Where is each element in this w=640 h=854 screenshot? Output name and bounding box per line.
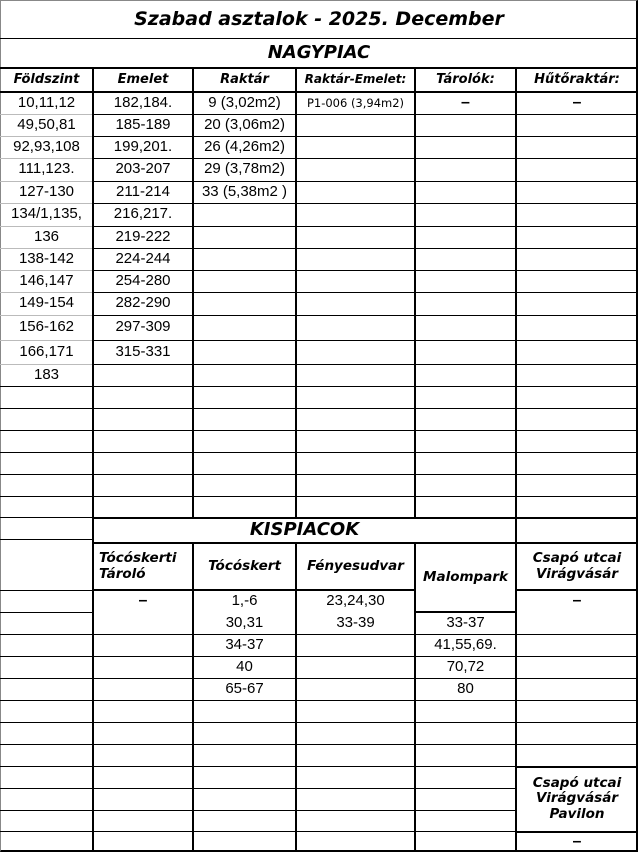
grid-line xyxy=(415,722,516,723)
section-title-nagypiac: NAGYPIAC xyxy=(267,42,371,64)
grid-line xyxy=(93,744,415,745)
grid-line xyxy=(93,408,638,409)
grid-line xyxy=(0,634,93,635)
emelet-cell: 203-207 xyxy=(115,160,171,178)
grid-line xyxy=(516,766,638,768)
emelet-cell: 315-331 xyxy=(115,342,171,360)
fenyesudvar-cell: 33-39 xyxy=(336,613,375,631)
malompark-cell: 80 xyxy=(457,679,474,697)
fenyesudvar-cell: 23,24,30 xyxy=(326,591,385,609)
grid-line xyxy=(0,496,93,497)
grid-line xyxy=(0,539,93,540)
grid-line xyxy=(0,386,93,387)
emelet-cell: 182,184. xyxy=(113,93,173,111)
grid-line xyxy=(414,68,416,517)
foldszint-cell: 183 xyxy=(33,365,60,383)
tocoskerti-tarolo-cell: – xyxy=(138,592,148,610)
grid-line xyxy=(0,766,93,767)
column-header-fenyesudvar: Fényesudvar xyxy=(307,557,404,574)
grid-line xyxy=(0,612,93,613)
tocoskert-cell: 40 xyxy=(236,657,253,675)
column-header-malompark: Malompark xyxy=(423,569,508,586)
emelet-cell: 199,201. xyxy=(113,137,173,155)
grid-line xyxy=(0,656,93,657)
emelet-cell: 254-280 xyxy=(115,271,171,289)
grid-line xyxy=(516,678,638,679)
grid-line xyxy=(0,474,93,475)
grid-line xyxy=(93,722,415,723)
grid-line xyxy=(0,722,93,723)
raktar-cell: 9 (3,02m2) xyxy=(208,93,281,111)
grid-line xyxy=(516,744,638,745)
grid-line xyxy=(415,766,516,767)
grid-line xyxy=(415,788,516,789)
grid-line xyxy=(92,517,94,852)
foldszint-cell: 111,123. xyxy=(18,160,75,178)
grid-line xyxy=(93,788,415,789)
tarolok-cell: – xyxy=(461,94,470,112)
column-header-csapo-viragvasar: Csapó utcai Virágvásár xyxy=(532,549,622,582)
foldszint-cell: 127-130 xyxy=(18,182,75,200)
tocoskert-cell: 1,-6 xyxy=(231,591,258,609)
foldszint-cell: 92,93,108 xyxy=(13,137,80,155)
grid-line xyxy=(93,517,638,519)
emelet-cell: 211-214 xyxy=(116,182,170,200)
grid-line xyxy=(516,700,638,701)
column-header-emelet: Emelet xyxy=(117,71,169,87)
grid-line xyxy=(0,517,93,518)
emelet-cell: 297-309 xyxy=(115,318,171,336)
grid-line xyxy=(93,452,638,453)
malompark-cell: 33-37 xyxy=(446,613,485,631)
column-header-raktar: Raktár xyxy=(220,71,269,87)
emelet-cell: 224-244 xyxy=(115,249,171,267)
grid-line xyxy=(415,700,516,701)
column-header-csapo-pavilon: Csapó utcai Virágvásár Pavilon xyxy=(532,774,622,822)
grid-line xyxy=(93,810,415,811)
grid-line xyxy=(93,831,415,832)
grid-line xyxy=(516,656,638,657)
foldszint-cell: 138-142 xyxy=(18,249,75,267)
grid-line xyxy=(93,364,638,365)
emelet-cell: 216,217. xyxy=(113,205,173,223)
foldszint-cell: 134/1,135, xyxy=(11,205,82,223)
hutoraktar-cell: – xyxy=(572,94,582,112)
emelet-cell: 185-189 xyxy=(115,115,171,133)
grid-line xyxy=(0,788,93,789)
emelet-cell: 219-222 xyxy=(115,227,171,245)
raktar-emelet-cell: P1-006 (3,94m2) xyxy=(306,95,405,110)
raktar-cell: 33 (5,38m2 ) xyxy=(201,182,288,200)
malompark-cell: 70,72 xyxy=(446,657,485,675)
column-header-tarolok: Tárolók: xyxy=(436,71,495,87)
foldszint-cell: 136 xyxy=(33,227,60,245)
grid-line xyxy=(0,452,93,453)
grid-line xyxy=(516,831,638,833)
grid-line xyxy=(415,744,516,745)
grid-line xyxy=(0,590,93,591)
foldszint-cell: 49,50,81 xyxy=(17,115,76,133)
foldszint-cell: 166,171 xyxy=(19,342,74,360)
grid-line xyxy=(93,386,638,387)
emelet-cell: 282-290 xyxy=(115,294,171,312)
csapo-viragvasar-cell: – xyxy=(572,592,582,610)
pavilon-value: – xyxy=(572,833,582,851)
foldszint-cell: 149-154 xyxy=(18,294,75,312)
tocoskert-cell: 30,31 xyxy=(225,613,264,631)
raktar-cell: 26 (4,26m2) xyxy=(204,137,285,155)
grid-line xyxy=(516,634,638,635)
grid-line xyxy=(515,68,517,517)
grid-line xyxy=(93,700,415,701)
grid-line xyxy=(415,831,516,832)
grid-line xyxy=(0,430,93,431)
page-title: Szabad asztalok - 2025. December xyxy=(134,7,504,30)
raktar-cell: 29 (3,78m2) xyxy=(204,160,285,178)
column-header-tocoskerti-tarolo: Tócóskerti Tároló xyxy=(99,549,177,582)
grid-line xyxy=(93,430,638,431)
section-title-kispiacok: KISPIACOK xyxy=(249,519,360,541)
grid-line xyxy=(93,496,638,497)
column-header-tocoskert: Tócóskert xyxy=(208,557,281,574)
foldszint-cell: 156-162 xyxy=(18,318,75,336)
column-header-foldszint: Földszint xyxy=(13,71,80,87)
grid-line xyxy=(0,831,93,832)
grid-line xyxy=(93,542,638,544)
raktar-cell: 20 (3,06m2) xyxy=(204,115,285,133)
grid-line xyxy=(516,722,638,723)
grid-line xyxy=(0,744,93,745)
grid-line xyxy=(93,474,638,475)
tocoskert-cell: 34-37 xyxy=(225,635,264,653)
grid-line xyxy=(0,810,93,811)
grid-line xyxy=(0,678,93,679)
column-header-raktar-emelet: Raktár-Emelet: xyxy=(304,72,407,87)
grid-line xyxy=(415,810,516,811)
malompark-cell: 41,55,69. xyxy=(434,635,497,653)
foldszint-cell: 10,11,12 xyxy=(17,93,76,111)
grid-line xyxy=(93,766,415,767)
foldszint-cell: 146,147 xyxy=(19,271,74,289)
grid-line xyxy=(0,700,93,701)
column-header-hutoraktar: Hűtőraktár: xyxy=(534,71,620,87)
tocoskert-cell: 65-67 xyxy=(225,679,264,697)
grid-line xyxy=(0,408,93,409)
